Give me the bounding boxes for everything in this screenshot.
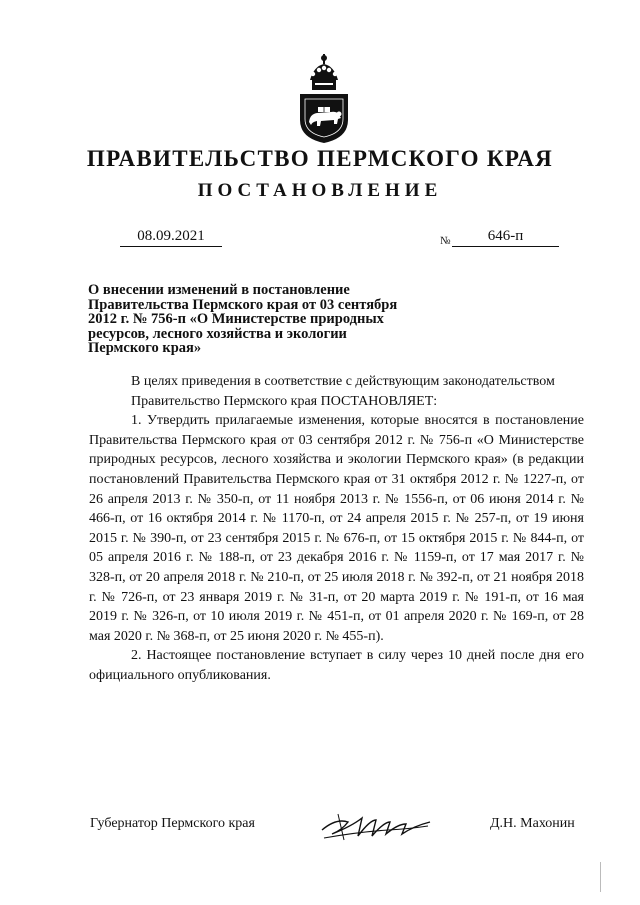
- scan-artifact-line: [600, 862, 601, 892]
- document-subject: [88, 283, 438, 356]
- handwritten-signature: [318, 808, 433, 844]
- number-label: №: [440, 235, 451, 247]
- subject-line: Правительства Пермского края от 03 сентября: [88, 296, 398, 313]
- subject-line: ресурсов, лесного хозяйства и экологии: [88, 325, 347, 342]
- subject-line: Пермского края»: [88, 340, 202, 356]
- signatory-position: Губернатор Пермского края: [90, 816, 255, 831]
- document-type-title: ПОСТАНОВЛЕНИЕ: [197, 180, 443, 201]
- document-number: 646-п: [452, 228, 559, 247]
- document-date: 08.09.2021: [120, 228, 222, 247]
- body-paragraph-item-2: 2. Настоящее постановление вступает в силу через 10 дней после дня его официального опубликования.: [89, 648, 584, 683]
- body-paragraph-item-1: 1. Утвердить прилагаемые изменения, которые вносятся в постановление Правительства Пермского края от 03 сентября 2012 г. № 756-п «О Министерстве природных ресурсов, лесного хозяйства и экологии Пермского края» (в редакции постановлений Правительства Пермского края от 31 октября 2012 г. № 1227-п, от 26 апреля 2013 г. № 350-п, от 11 ноября 2013 г. № 1556-п, от 06 июня 2014 г. № 466-п, от 16 октября 2014 г. № 1170-п, от 24 апреля 2015 г. № 257-п, от 19 июня 2015 г. № 390-п, от 23 сентября 2015 г. № 676-п, от 15 октября 2015 г. № 844-п, от 05 апреля 2016 г. № 188-п, от 23 декабря 2016 г. № 1159-п, от 17 мая 2017 г. № 328-п, от 20 апреля 2018 г. № 210-п, от 25 июля 2018 г. № 392-п, от 21 ноября 2018 г. № 726-п, от 23 января 2019 г. № 31-п, от 20 марта 2019 г. № 191-п, от 16 мая 2019 г. № 326-п, от 10 июля 2019 г. № 451-п, от 01 апреля 2020 г. № 169-п, от 28 мая 2020 г. № 368-п, от 25 июня 2020 г. № 455-п).: [89, 413, 584, 644]
- body-paragraph-resolution: Правительство Пермского края ПОСТАНОВЛЯЕТ:: [131, 393, 438, 409]
- government-title: ПРАВИТЕЛЬСТВО ПЕРМСКОГО КРАЯ: [86, 146, 554, 171]
- document-body: [89, 372, 584, 686]
- perm-krai-coat-of-arms-icon: [297, 52, 351, 144]
- signatory-name: Д.Н. Махонин: [490, 816, 575, 831]
- subject-line: 2012 г. № 756-п «О Министерстве природных: [88, 311, 384, 327]
- body-paragraph-preamble: В целях приведения в соответствие с действующим законодательством: [131, 374, 555, 389]
- subject-line: О внесении изменений в постановление: [88, 282, 350, 298]
